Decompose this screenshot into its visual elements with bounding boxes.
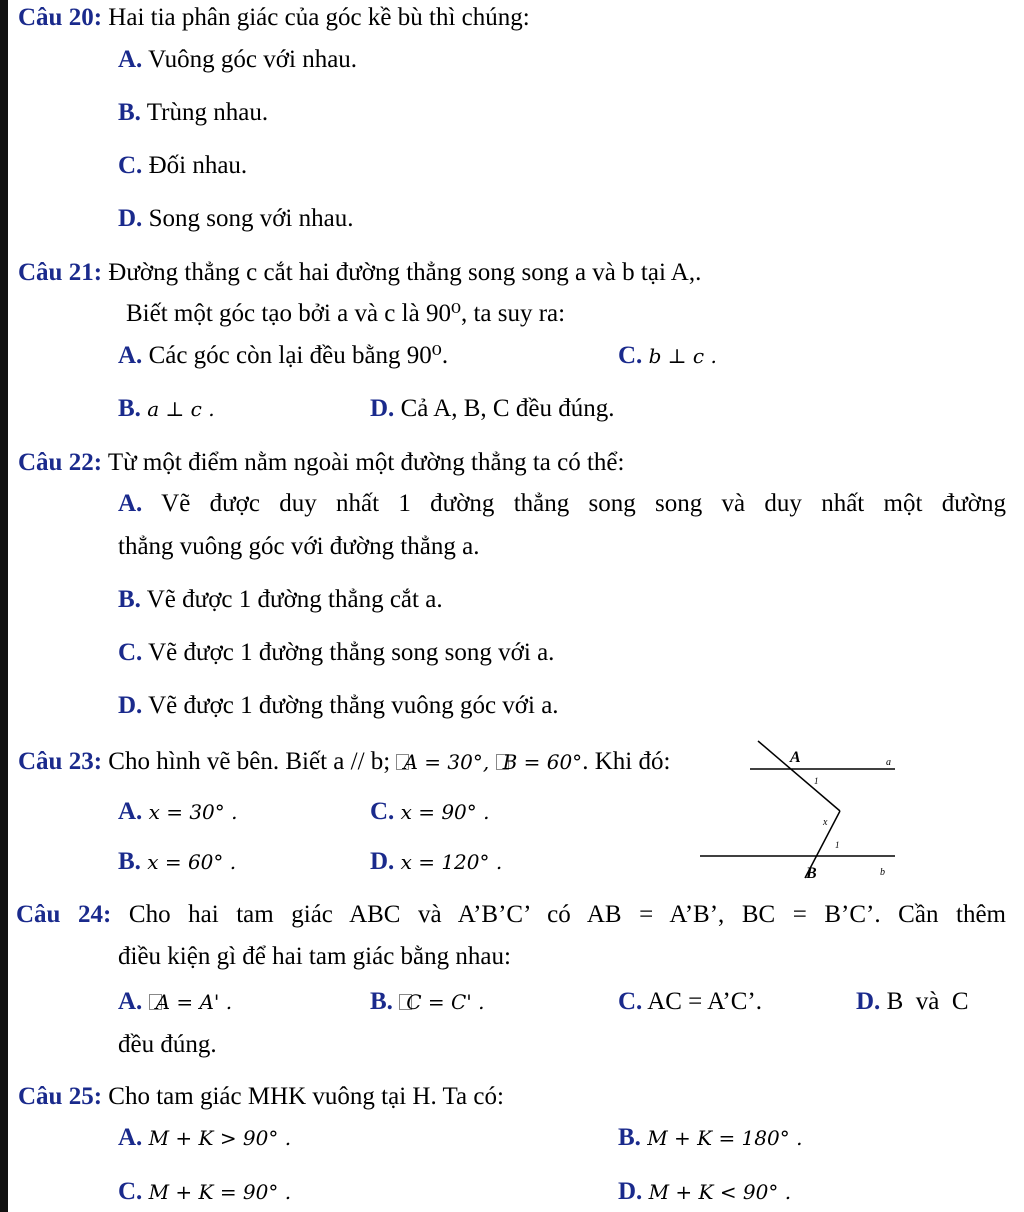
- q24-option-b[interactable]: [370, 986, 484, 1018]
- q21-option-a-text: Các góc còn lại đều bằng 90⁰.: [148, 342, 449, 369]
- question-23-text-start: Cho hình vẽ bên. Biết a // b;: [108, 748, 391, 775]
- question-22: [18, 447, 624, 479]
- q24-option-c-key: C.: [618, 988, 643, 1015]
- question-23: [18, 746, 670, 778]
- q21-option-a-key: A.: [118, 342, 143, 369]
- q20-option-b-key: B.: [118, 99, 141, 126]
- question-21: [18, 257, 701, 289]
- q20-option-d[interactable]: [118, 203, 353, 235]
- q25-option-a[interactable]: [118, 1122, 291, 1154]
- q25-option-b-key: B.: [618, 1124, 641, 1151]
- q25-option-a-math: M + K > 90° .: [148, 1126, 292, 1150]
- q23-option-d-key: D.: [370, 848, 395, 875]
- question-21-text-line2: Biết một góc tạo bởi a và c là 90⁰, ta suy ra:: [126, 300, 566, 327]
- q24-option-d-key: D.: [856, 988, 881, 1015]
- q20-option-a[interactable]: [118, 44, 357, 76]
- q20-option-c-key: C.: [118, 152, 143, 179]
- q24-option-c-text: AC = A’C’.: [647, 988, 762, 1015]
- q23-option-b[interactable]: [118, 846, 236, 878]
- q22-option-c[interactable]: [118, 637, 554, 669]
- question-24: [16, 899, 1006, 931]
- page-left-border: [0, 0, 8, 1212]
- q22-option-d[interactable]: [118, 690, 559, 722]
- question-20-label: Câu 20:: [18, 4, 103, 31]
- fig-label-A: A: [790, 749, 801, 766]
- question-22-label: Câu 22:: [18, 449, 103, 476]
- question-22-text: Từ một điểm nằm ngoài một đường thẳng ta có thể:: [107, 449, 625, 476]
- q25-option-c-math: M + K = 90° .: [148, 1180, 292, 1204]
- q24-option-a-math: A = A' .: [155, 990, 233, 1014]
- q22-option-a-key: A.: [118, 490, 143, 517]
- q24-option-d-text: B và C: [886, 988, 969, 1015]
- q24-option-b-key: B.: [370, 988, 393, 1015]
- q20-option-a-text: Vuông góc với nhau.: [148, 46, 358, 73]
- q22-option-a-line2: thẳng vuông góc với đường thẳng a.: [118, 533, 480, 560]
- q25-option-d-key: D.: [618, 1178, 643, 1205]
- q20-option-d-text: Song song với nhau.: [148, 205, 354, 232]
- q21-option-b-math: a ⊥ c .: [147, 397, 215, 421]
- question-25: [18, 1081, 504, 1113]
- q25-option-c[interactable]: [118, 1176, 291, 1208]
- q23-option-c-key: C.: [370, 798, 395, 825]
- fig-label-x: x: [823, 817, 828, 828]
- q20-option-d-key: D.: [118, 205, 143, 232]
- q23-option-a-math: x = 30° .: [148, 800, 238, 824]
- q21-option-a[interactable]: [118, 340, 448, 372]
- q21-option-b-key: B.: [118, 395, 141, 422]
- question-23-label: Câu 23:: [18, 748, 103, 775]
- q22-option-a[interactable]: [118, 488, 1006, 520]
- fig-label-B: B: [806, 865, 817, 882]
- q21-option-d-text: Cả A, B, C đều đúng.: [400, 395, 615, 422]
- question-25-text: Cho tam giác MHK vuông tại H. Ta có:: [108, 1083, 504, 1110]
- q25-option-a-key: A.: [118, 1124, 143, 1151]
- question-24-label: Câu 24:: [16, 901, 112, 928]
- q24-option-c[interactable]: [618, 986, 762, 1018]
- q24-option-b-math: C = C' .: [406, 990, 485, 1014]
- q22-option-c-key: C.: [118, 639, 143, 666]
- q21-option-d-key: D.: [370, 395, 395, 422]
- fig-label-b: b: [880, 867, 885, 878]
- q22-option-b-key: B.: [118, 586, 141, 613]
- q23-option-c[interactable]: [370, 796, 489, 828]
- q25-option-c-key: C.: [118, 1178, 143, 1205]
- question-20-text: Hai tia phân giác của góc kề bù thì chúng:: [108, 4, 530, 31]
- question-23-text-end: . Khi đó:: [582, 748, 671, 775]
- q25-option-b-math: M + K = 180° .: [647, 1126, 803, 1150]
- q22-option-d-key: D.: [118, 692, 143, 719]
- q22-option-c-text: Vẽ được 1 đường thẳng song song với a.: [148, 639, 555, 666]
- q23-option-b-math: x = 60° .: [147, 850, 237, 874]
- q20-option-c-text: Đối nhau.: [148, 152, 248, 179]
- fig-mark-1: 1: [814, 776, 819, 786]
- q25-option-b[interactable]: [618, 1122, 802, 1154]
- q24-option-a[interactable]: [118, 986, 232, 1018]
- q24-option-d-line2: đều đúng.: [118, 1031, 217, 1058]
- q23-option-a[interactable]: [118, 796, 237, 828]
- q21-option-b[interactable]: [118, 393, 215, 425]
- q21-option-c-math: b ⊥ c .: [648, 344, 717, 368]
- q23-option-a-key: A.: [118, 798, 143, 825]
- question-24-line1: Cho hai tam giác ABC và A’B’C’ có AB = A’B’, BC = B’C’. Cần thêm: [128, 901, 1006, 928]
- question-25-label: Câu 25:: [18, 1083, 103, 1110]
- q25-option-d[interactable]: [618, 1176, 791, 1208]
- q22-option-a-line1: Vẽ được duy nhất 1 đường thẳng song song và duy nhất một đường: [161, 490, 1006, 517]
- q23-option-d-math: x = 120° .: [400, 850, 503, 874]
- question-24-line2: điều kiện gì để hai tam giác bằng nhau:: [118, 943, 511, 970]
- q25-option-d-math: M + K < 90° .: [648, 1180, 792, 1204]
- q23-angle-b: B = 60°: [502, 750, 583, 774]
- fig-mark-2: 1: [835, 840, 840, 850]
- question-21-label: Câu 21:: [18, 259, 103, 286]
- q22-option-b-text: Vẽ được 1 đường thẳng cắt a.: [146, 586, 443, 613]
- q21-option-c-key: C.: [618, 342, 643, 369]
- q21-option-d[interactable]: [370, 393, 614, 425]
- q23-option-b-key: B.: [118, 848, 141, 875]
- q24-option-d[interactable]: [856, 986, 969, 1018]
- q24-option-a-key: A.: [118, 988, 143, 1015]
- question-21-text-line1: Đường thẳng c cắt hai đường thẳng song song a và b tại A,.: [108, 259, 702, 286]
- q23-option-c-math: x = 90° .: [400, 800, 490, 824]
- q23-angle-a: A = 30°,: [403, 750, 496, 774]
- q22-option-d-text: Vẽ được 1 đường thẳng vuông góc với a.: [148, 692, 559, 719]
- q20-option-b[interactable]: [118, 97, 268, 129]
- q21-option-c[interactable]: [618, 340, 717, 372]
- q20-option-c[interactable]: [118, 150, 247, 182]
- fig-label-a: a: [886, 757, 891, 768]
- q23-option-d[interactable]: [370, 846, 502, 878]
- q23-figure: [690, 738, 910, 888]
- q20-option-b-text: Trùng nhau.: [146, 99, 269, 126]
- question-20: [18, 2, 530, 34]
- q20-option-a-key: A.: [118, 46, 143, 73]
- q22-option-b[interactable]: [118, 584, 443, 616]
